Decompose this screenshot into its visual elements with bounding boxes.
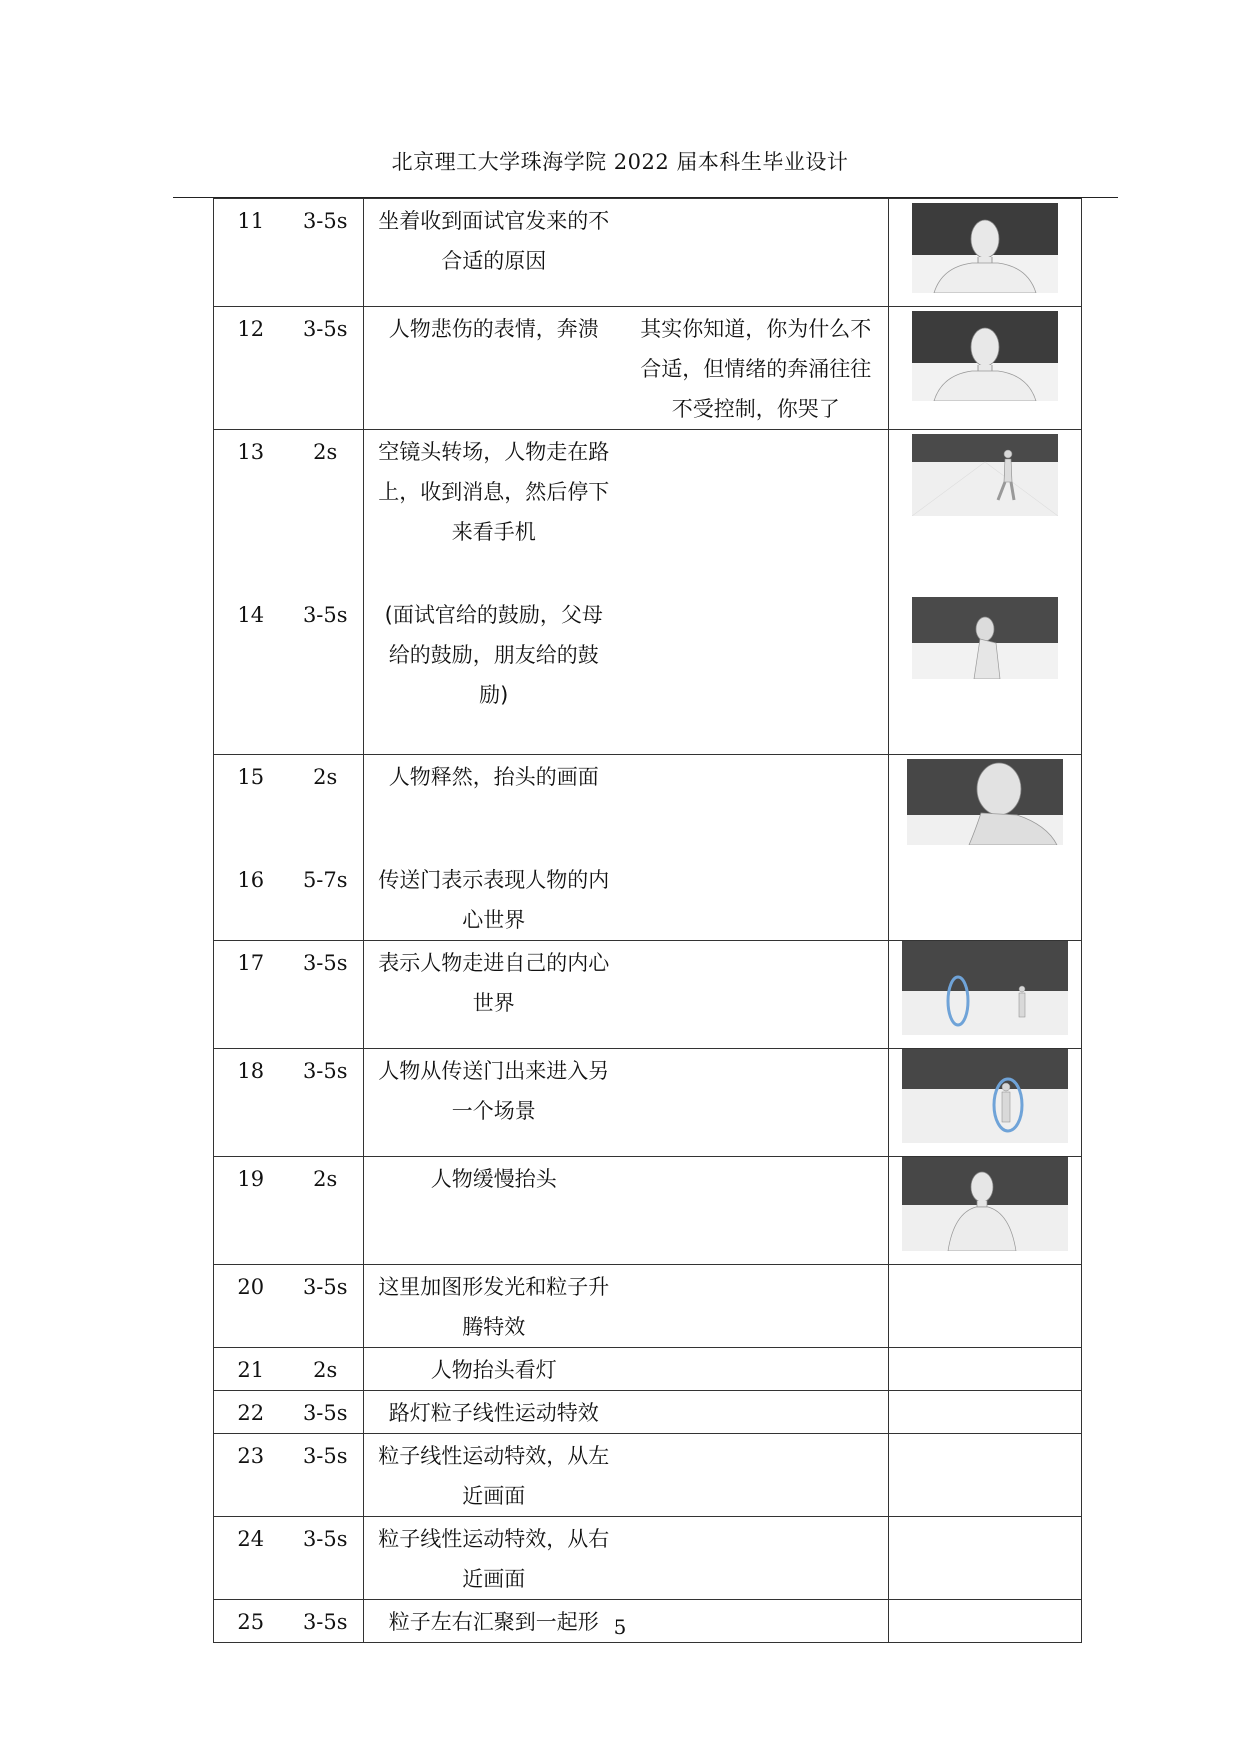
shot-duration: 2s bbox=[288, 430, 364, 593]
table-row bbox=[214, 1517, 1082, 1600]
shot-duration: 3-5s bbox=[288, 1265, 364, 1348]
scene-description: 粒子左右汇聚到一起形 bbox=[388, 1610, 599, 1634]
page-number: 5 bbox=[613, 1615, 627, 1639]
shot-number: 18 bbox=[214, 1049, 288, 1157]
shot-duration: 3-5s bbox=[288, 1517, 364, 1600]
scene-description: (面试官给的鼓励，父母给的鼓励，朋友给的鼓励) bbox=[384, 602, 603, 707]
scene-description: 人物缓慢抬头 bbox=[430, 1167, 557, 1191]
table-row bbox=[214, 1265, 1082, 1348]
page-header-title: 北京理工大学珠海学院 2022 届本科生毕业设计 bbox=[391, 150, 849, 174]
storyboard-table bbox=[213, 198, 1082, 1643]
shot-duration: 3-5s bbox=[288, 1434, 364, 1517]
shot-duration: 2s bbox=[288, 1348, 364, 1391]
shot-number: 24 bbox=[214, 1517, 288, 1600]
shot-duration: 3-5s bbox=[288, 941, 364, 1049]
shot-number: 11 bbox=[214, 199, 288, 307]
storyboard-thumbnail bbox=[902, 941, 1068, 1035]
scene-description: 人物释然，抬头的画面 bbox=[388, 765, 599, 789]
scene-description: 传送门表示表现人物的内心世界 bbox=[378, 868, 610, 932]
shot-duration: 3-5s bbox=[288, 1391, 364, 1434]
shot-number: 20 bbox=[214, 1265, 288, 1348]
shot-number: 22 bbox=[214, 1391, 288, 1434]
table-row bbox=[214, 430, 1082, 593]
scene-description: 空镜头转场，人物走在路上，收到消息，然后停下来看手机 bbox=[378, 440, 610, 544]
shot-duration: 3-5s bbox=[288, 1049, 364, 1157]
shot-number: 23 bbox=[214, 1434, 288, 1517]
shot-duration: 3-5s bbox=[288, 593, 364, 755]
table-row bbox=[214, 1049, 1082, 1157]
shot-duration: 3-5s bbox=[288, 307, 364, 430]
narration-text: 其实你知道，你为什么不合适，但情绪的奔涌往往不受控制，你哭了 bbox=[640, 317, 872, 421]
storyboard-thumbnail bbox=[912, 203, 1058, 293]
shot-number: 19 bbox=[214, 1157, 288, 1265]
shot-number: 25 bbox=[214, 1600, 288, 1643]
table-row bbox=[214, 858, 1082, 941]
shot-duration: 2s bbox=[288, 755, 364, 859]
shot-duration: 5-7s bbox=[288, 858, 364, 941]
table-row bbox=[214, 1348, 1082, 1391]
shot-number: 21 bbox=[214, 1348, 288, 1391]
storyboard-thumbnail bbox=[902, 1157, 1068, 1251]
table-row bbox=[214, 1391, 1082, 1434]
scene-description: 表示人物走进自己的内心世界 bbox=[378, 951, 610, 1015]
table-row bbox=[214, 593, 1082, 755]
scene-description: 路灯粒子线性运动特效 bbox=[388, 1401, 599, 1425]
shot-duration: 3-5s bbox=[288, 199, 364, 307]
table-row bbox=[214, 941, 1082, 1049]
table-row bbox=[214, 755, 1082, 859]
scene-description: 粒子线性运动特效，从右近画面 bbox=[378, 1527, 610, 1591]
scene-description: 人物从传送门出来进入另一个场景 bbox=[378, 1059, 610, 1123]
shot-number: 15 bbox=[214, 755, 288, 859]
shot-number: 12 bbox=[214, 307, 288, 430]
shot-duration: 3-5s bbox=[288, 1600, 364, 1643]
storyboard-thumbnail bbox=[902, 1049, 1068, 1143]
storyboard-thumbnail bbox=[912, 434, 1058, 516]
shot-number: 13 bbox=[214, 430, 288, 593]
shot-duration: 2s bbox=[288, 1157, 364, 1265]
storyboard-thumbnail bbox=[912, 311, 1058, 401]
shot-number: 17 bbox=[214, 941, 288, 1049]
shot-number: 16 bbox=[214, 858, 288, 941]
scene-description: 坐着收到面试官发来的不合适的原因 bbox=[378, 209, 610, 273]
storyboard-thumbnail bbox=[907, 759, 1063, 845]
table-row bbox=[214, 1434, 1082, 1517]
scene-description: 这里加图形发光和粒子升腾特效 bbox=[378, 1275, 610, 1339]
table-row bbox=[214, 1157, 1082, 1265]
scene-description: 粒子线性运动特效，从左近画面 bbox=[378, 1444, 610, 1508]
shot-number: 14 bbox=[214, 593, 288, 755]
table-row bbox=[214, 307, 1082, 430]
table-row bbox=[214, 199, 1082, 307]
scene-description: 人物悲伤的表情，奔溃 bbox=[388, 317, 599, 341]
storyboard-thumbnail bbox=[912, 597, 1058, 679]
scene-description: 人物抬头看灯 bbox=[430, 1358, 557, 1382]
